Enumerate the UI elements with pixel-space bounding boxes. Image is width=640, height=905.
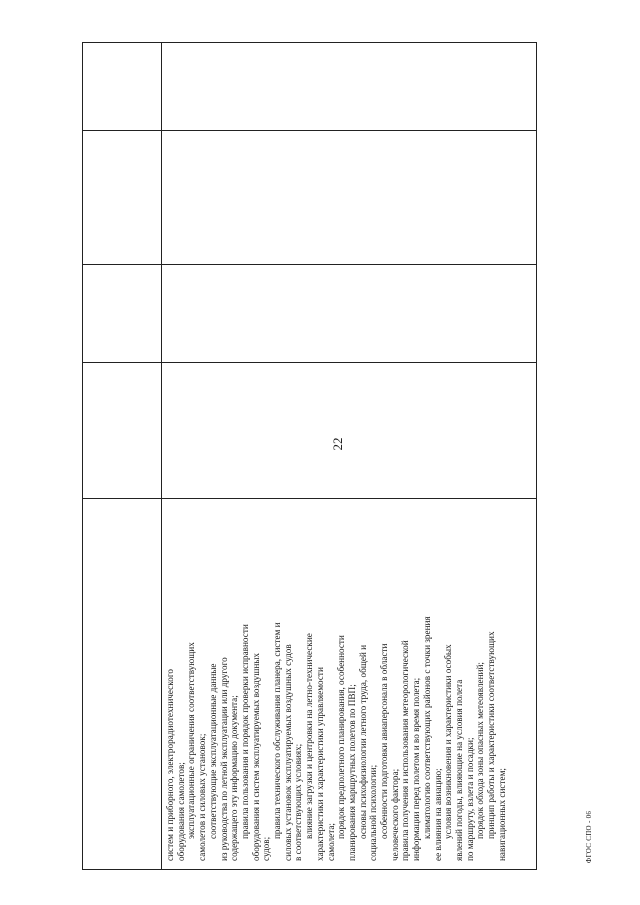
text-line: особенности подготовки авиаперсонала в области [379, 643, 390, 839]
text-line: порядок обхода зоны опасных метеоявлений; [475, 662, 486, 839]
text-line: эксплуатационные ограничения соответствующих [186, 642, 197, 839]
footer-code: ФГОС СПО - 06 [585, 810, 593, 864]
text-line: в соответствующих условиях; [293, 743, 304, 861]
content-table [82, 42, 537, 870]
page-number: 22 [330, 437, 345, 451]
text-line: навигационных систем; [496, 768, 507, 861]
text-line: явлений погоды, влияющие на условия полета [453, 679, 464, 861]
text-line: самолета; [325, 823, 336, 861]
text-line: систем и приборного, электрорадиотехнического [165, 669, 175, 861]
text-line: ее влияния на авиацию; [432, 768, 443, 861]
text-line: соответствующие эксплуатационные данные [207, 663, 218, 839]
text-line: правила пользования и порядок проверки исправности [239, 624, 250, 839]
text-line: условия возникновения и характеристики особых [443, 644, 454, 839]
text-line: порядок предполетного планирования, особенности [336, 635, 347, 839]
text-line: основы психофизиологии летного труда, общей и [357, 644, 368, 839]
text-line: климатологию соответствующих районов с точки зрения [421, 616, 432, 839]
text-line: из руководства по летной эксплуатации или другого [218, 657, 229, 861]
text-line: влияние загрузки и центровки на летно-технические [304, 633, 315, 839]
text-line: по маршруту, взлета и посадки; [464, 737, 475, 861]
text-line: информации перед полетом и во время полета; [411, 677, 422, 861]
text-line: принцип работы и характеристики соответствующих [486, 631, 497, 839]
text-line: правила технического обслуживания планера, систем и [272, 622, 283, 839]
text-line: правила получения и использования метеорологической [400, 640, 411, 861]
text-line: человеческого фактора; [389, 768, 400, 861]
text-line: планирования маршрутных полетов по ПВП; [346, 684, 357, 861]
table-divider-1 [83, 130, 536, 131]
text-line: самолетов и силовых установок; [197, 733, 208, 861]
competency-text [161, 498, 508, 869]
competency-text-cell [161, 498, 536, 869]
text-line: содержащего эту информацию документа; [229, 695, 240, 861]
text-line: оборудования и систем эксплуатируемых воздушных [250, 652, 261, 861]
text-line: социальной психологии; [368, 764, 379, 861]
table-divider-2 [83, 264, 536, 265]
text-line: оборудования самолетов; [175, 762, 186, 861]
text-line: судов; [261, 836, 272, 861]
text-line: силовых установок эксплуатируемых воздушных судов [282, 644, 293, 861]
table-divider-3 [83, 362, 536, 363]
text-line: характеристики и характеристики управляемости [314, 667, 325, 861]
